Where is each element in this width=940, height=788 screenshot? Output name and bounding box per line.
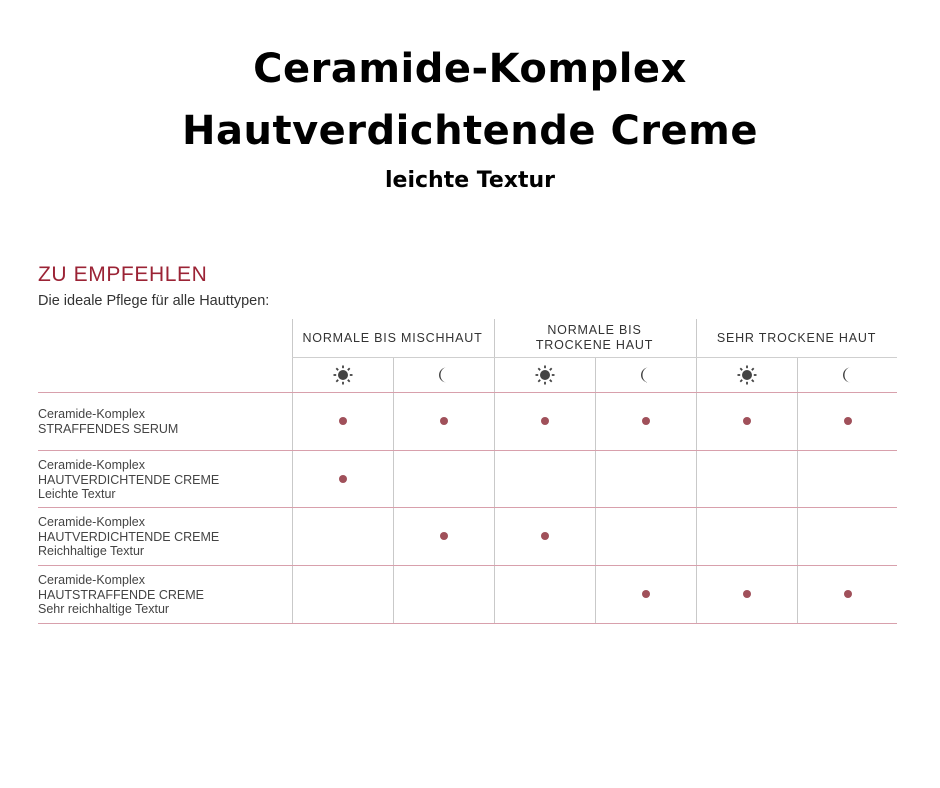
- sun-icon: [292, 358, 393, 392]
- recommendation-dot: [642, 417, 650, 425]
- row-label-cream-rich: [38, 515, 219, 559]
- table-divider: [595, 357, 596, 623]
- recommendation-dot: [541, 532, 549, 540]
- row-label-line: HAUTVERDICHTENDE CREME: [38, 529, 220, 544]
- table-row-divider: [38, 450, 897, 451]
- recommendation-dot: [339, 475, 347, 483]
- group-header-line: NORMALE BIS: [547, 323, 642, 337]
- row-label-cream-light: [38, 458, 219, 502]
- table-row-divider: [38, 565, 897, 566]
- row-label-line: Leichte Textur: [38, 487, 116, 501]
- moon-icon: [595, 358, 696, 392]
- recommendation-dot: [541, 417, 549, 425]
- group-header-line: TROCKENE HAUT: [535, 338, 654, 352]
- table-row-divider: [38, 507, 897, 508]
- section-subheading: Die ideale Pflege für alle Hauttypen:: [38, 293, 270, 309]
- recommendation-dot: [743, 590, 751, 598]
- row-label-line: Sehr reichhaltige Textur: [38, 602, 170, 616]
- page-title-line-2: Hautverdichtende Creme: [182, 108, 758, 154]
- row-label-line: Ceramide-Komplex: [38, 458, 145, 472]
- row-label-firming-cream: [38, 573, 204, 617]
- row-label-line: Ceramide-Komplex: [38, 515, 145, 529]
- group-header-normal-dry: [494, 320, 695, 356]
- group-header-very-dry: [696, 320, 897, 356]
- recommendation-dot: [844, 417, 852, 425]
- moon-icon: [797, 358, 898, 392]
- moon-icon: [393, 358, 494, 392]
- recommendation-dot: [440, 417, 448, 425]
- sun-icon: [494, 358, 595, 392]
- section-heading: ZU EMPFEHLEN: [38, 263, 208, 286]
- group-header-line: NORMALE BIS MISCHHAUT: [302, 330, 483, 345]
- row-label-line: Ceramide-Komplex: [38, 573, 145, 587]
- row-label-line: Reichhaltige Textur: [38, 544, 145, 558]
- group-header-normal-mixed: [292, 320, 493, 356]
- row-label-serum: [38, 407, 178, 436]
- recommendation-dot: [844, 590, 852, 598]
- recommendation-dot: [339, 417, 347, 425]
- table-divider: [393, 357, 394, 623]
- recommendation-dot: [743, 417, 751, 425]
- page-subtitle: leichte Textur: [384, 168, 556, 193]
- page-title-line-1: Ceramide-Komplex: [253, 46, 687, 92]
- recommendation-dot: [440, 532, 448, 540]
- row-label-line: Ceramide-Komplex: [38, 407, 145, 421]
- table-row-divider: [38, 623, 897, 624]
- row-label-line: STRAFFENDES SERUM: [38, 421, 179, 436]
- table-row-divider: [38, 392, 897, 393]
- recommendation-dot: [642, 590, 650, 598]
- row-label-line: HAUTVERDICHTENDE CREME: [38, 472, 220, 487]
- sun-icon: [696, 358, 797, 392]
- table-divider: [797, 357, 798, 623]
- group-header-line: SEHR TROCKENE HAUT: [716, 330, 877, 345]
- row-label-line: HAUTSTRAFFENDE CREME: [38, 587, 204, 602]
